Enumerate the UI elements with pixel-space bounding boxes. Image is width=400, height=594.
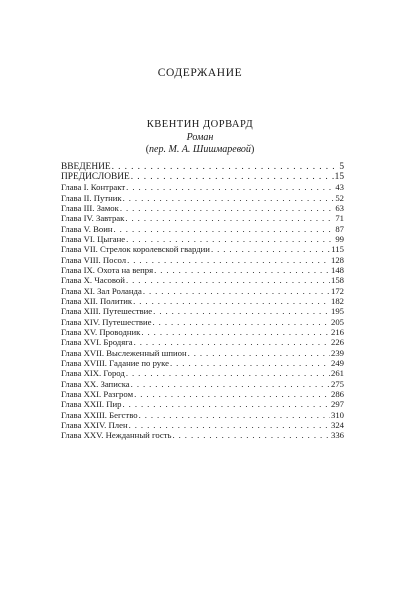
toc-entry [61,182,344,192]
toc-entry-label: Глава II. Путник [61,192,122,203]
translator-name: пер. М. А. Шишмаревой [149,144,251,155]
toc-entry [61,389,344,399]
dot-leader [126,182,334,192]
dot-leader [133,296,330,306]
toc-entry [61,296,344,306]
dot-leader [112,162,339,172]
toc-entry [61,193,344,203]
toc-entry-label: Глава XVI. Бродяга [61,337,133,348]
toc-entry [61,213,344,223]
toc-entry [61,348,344,358]
book-translator [0,144,400,155]
toc-entry-page-number: 195 [330,306,344,317]
toc-entry-label: Глава XI. Зал Роланда [61,285,142,296]
toc-entry-page-number: 52 [335,192,344,203]
toc-entry-page-number: 5 [339,161,344,172]
toc-entry-label: Глава V. Воин [61,223,113,234]
toc-entry [61,399,344,409]
toc-entry-page-number: 182 [330,295,344,306]
toc-entry [61,265,344,275]
dot-leader [120,203,334,213]
toc-entry-label: Глава VI. Цыгане [61,233,126,244]
toc-entry-label: Глава XII. Политик [61,295,133,306]
book-genre: Роман [186,132,214,143]
toc-entry-label: Глава XIII. Путешествие [61,306,153,317]
toc-entry [61,430,344,440]
toc-entry-label: Глава XXII. Пир [61,399,122,410]
toc-entry [61,244,344,254]
toc-entry-label: Глава XXI. Разгром [61,389,134,400]
dot-leader [170,358,330,368]
toc-entry [61,420,344,430]
toc-entry-label: Глава I. Контракт [61,182,126,193]
dot-leader [131,379,330,389]
toc-entry-page-number: 249 [330,358,344,369]
toc-entry-label: Глава IX. Охота на вепря [61,264,154,275]
dot-leader [139,410,330,420]
toc-entry-label: Глава X. Часовой [61,275,125,286]
toc-entry-label: Глава XIV. Путешествие [61,316,152,327]
dot-leader [141,327,330,337]
toc-entry-page-number: 172 [330,285,344,296]
dot-leader [154,265,330,275]
toc-entry-label: Глава XXIV. Плен [61,420,128,431]
toc-entry [61,162,344,172]
toc-entry-label: Глава XIX. Город [61,368,125,379]
dot-leader [126,234,334,244]
toc-entry-label: Глава VII. Стрелок королевской гвардии [61,244,210,255]
toc-entry-label: Глава XV. Проводник [61,327,141,337]
toc-entry-page-number: 158 [330,275,344,286]
toc-entry-label: Глава XVII. Выслеженный шпион [61,347,187,358]
toc-entry [61,379,344,389]
dot-leader [134,337,330,347]
toc-entry-page-number: 239 [330,347,344,358]
toc-entry-page-number: 115 [331,244,344,255]
toc-entry [61,203,344,213]
toc-entry-page-number: 71 [335,213,344,224]
dot-leader [129,420,330,430]
toc-entry-page-number: 15 [334,171,344,182]
toc-entry-page-number: 275 [330,378,344,389]
dot-leader [125,213,334,223]
dot-leader [114,224,335,234]
toc-entry [61,410,344,420]
table-of-contents [61,162,344,441]
toc-entry-page-number: 286 [330,389,344,400]
dot-leader [188,348,330,358]
toc-entry-page-number: 63 [335,202,344,213]
toc-entry [61,337,344,347]
dot-leader [123,399,330,409]
toc-entry-label: Глава VIII. Посол [61,254,127,265]
toc-entry [61,327,344,337]
toc-entry-page-number: 87 [335,223,344,234]
dot-leader [153,317,330,327]
toc-entry [61,172,344,182]
toc-entry-label: ПРЕДИСЛОВИЕ [61,171,130,182]
book-title: КВЕНТИН ДОРВАРД [146,119,254,130]
toc-entry-page-number: 324 [330,420,344,431]
toc-entry-page-number: 43 [335,182,344,193]
toc-entry-page-number: 205 [330,316,344,327]
toc-entry [61,234,344,244]
toc-entry-label: Глава XVIII. Гадание по руке [61,358,170,369]
dot-leader [127,255,330,265]
toc-entry-label: Глава IV. Завтрак [61,213,125,224]
translator-open-paren: ( [145,144,150,155]
toc-entry-label: Глава XXIII. Бегство [61,409,138,420]
dot-leader [131,172,334,182]
toc-entry-label: ВВЕДЕНИЕ [61,161,111,172]
toc-entry-page-number: 148 [330,264,344,275]
toc-entry [61,368,344,378]
toc-entry [61,358,344,368]
toc-entry-page-number: 310 [330,409,344,420]
toc-entry-label: Глава XX. Записка [61,378,130,389]
dot-leader [134,389,330,399]
toc-entry [61,306,344,316]
dot-leader [126,275,330,285]
toc-entry-page-number: 297 [330,399,344,410]
toc-entry-page-number: 128 [330,254,344,265]
toc-entry [61,317,344,327]
toc-entry-page-number: 336 [330,430,344,441]
contents-heading: СОДЕРЖАНИЕ [157,67,243,79]
toc-entry-label: Глава III. Замок [61,202,119,213]
toc-entry [61,286,344,296]
toc-entry-page-number: 261 [330,368,344,379]
toc-entry [61,224,344,234]
dot-leader [126,368,330,378]
dot-leader [153,306,330,316]
toc-entry [61,255,344,265]
toc-entry [61,275,344,285]
dot-leader [123,193,335,203]
dot-leader [143,286,330,296]
dot-leader [211,244,330,254]
toc-entry-page-number: 226 [330,337,344,348]
toc-entry-page-number: 216 [330,327,344,337]
translator-close-paren: ) [250,144,255,155]
toc-entry-page-number: 99 [335,233,344,244]
toc-entry-label: Глава XXV. Нежданный гость [61,430,172,441]
dot-leader [173,430,330,440]
